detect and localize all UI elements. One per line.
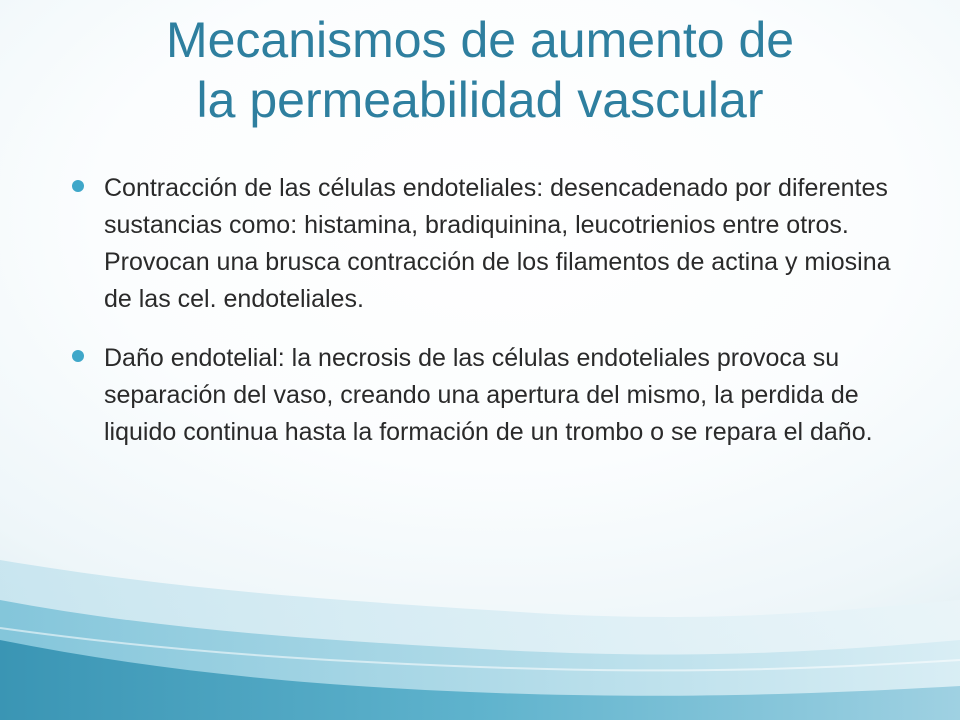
title-line-2: la permeabilidad vascular <box>196 72 764 128</box>
title-line-1: Mecanismos de aumento de <box>165 12 795 68</box>
bullet-list <box>72 170 892 473</box>
bullet-dot-icon <box>72 180 84 192</box>
bullet-text: Contracción de las células endoteliales: desencadenado por diferentes sustancias como: histamina, bradiquinina, leucotrienios entre otros. Provocan una brusca contracción de los filamentos de actina y miosina de las cel. endoteliales. <box>104 174 891 313</box>
bullet-item-endothelial-damage <box>72 340 892 451</box>
bullet-dot-icon <box>72 350 84 362</box>
slide-title <box>40 10 920 130</box>
bullet-item-endothelial-contraction <box>72 170 892 318</box>
bullet-text: Daño endotelial: la necrosis de las células endoteliales provoca su separación del vaso, creando una apertura del mismo, la perdida de liquido continua hasta la formación de un trombo o se repara el daño. <box>104 344 873 446</box>
